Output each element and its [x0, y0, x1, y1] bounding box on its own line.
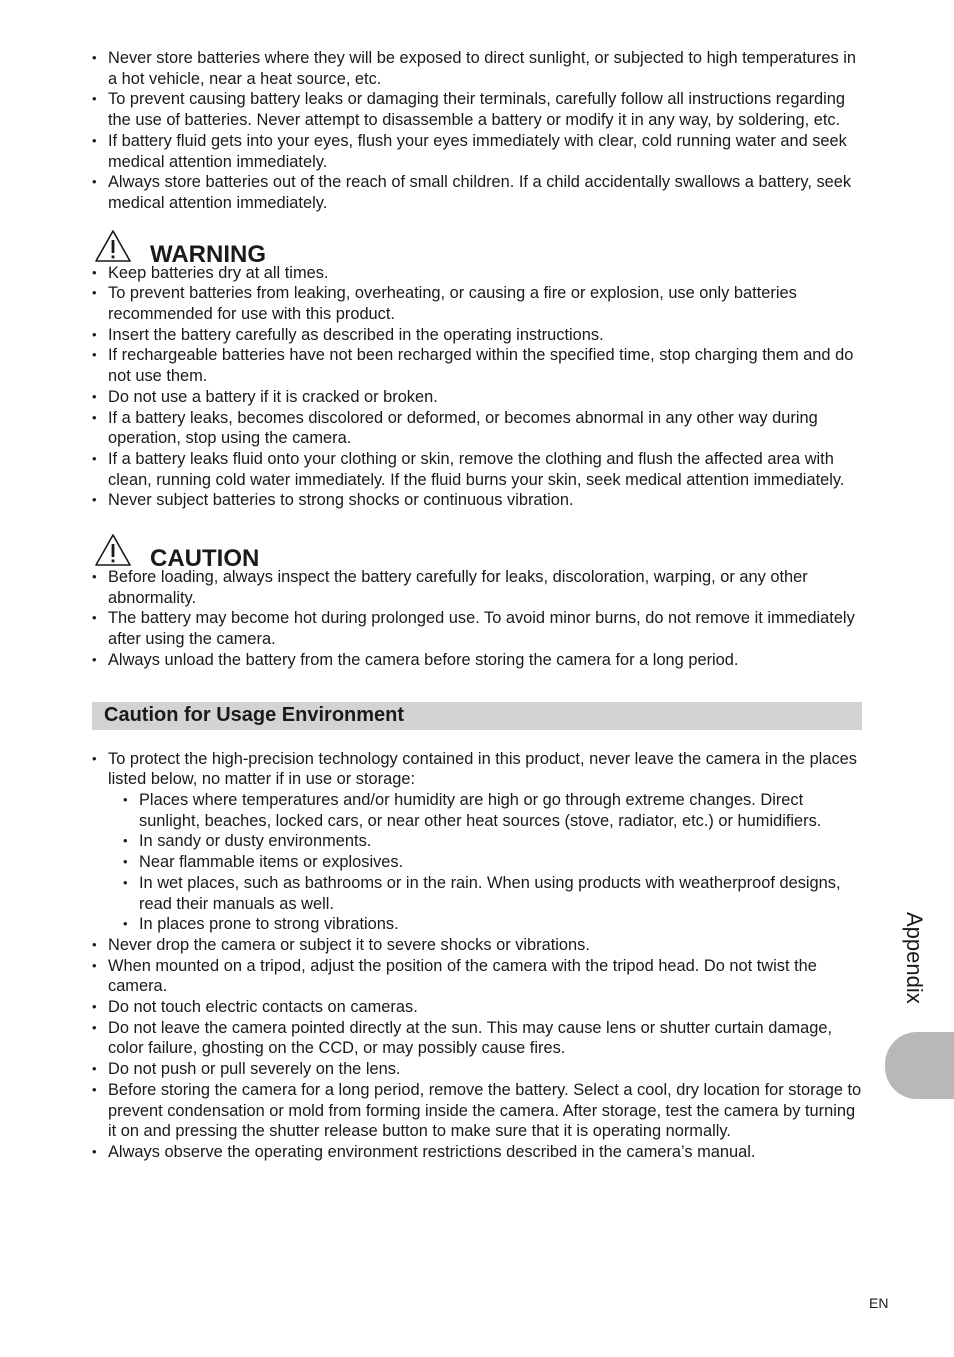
list-item: • Never store batteries where they will be exposed to direct sunlight, or subjected to high temperatures in a hot vehicle, near a heat source, etc. [92, 48, 864, 89]
usage-lead-text: To protect the high-precision technology contained in this product, never leave the camera in the places listed below, no matter if in use or storage: [108, 749, 857, 789]
usage-environment-list [92, 749, 864, 1163]
caution-title: CAUTION [150, 545, 260, 573]
sub-list-item: • In places prone to strong vibrations. [123, 914, 864, 935]
list-item: • Always unload the battery from the camera before storing the camera for a long period. [92, 650, 864, 671]
list-item: • Do not use a battery if it is cracked or broken. [92, 387, 864, 408]
appendix-side-label: Appendix [902, 912, 927, 1004]
list-item: • Before loading, always inspect the battery carefully for leaks, discoloration, warping, or any other abnormality. [92, 567, 864, 608]
caution-list [92, 567, 864, 671]
list-item: • If battery fluid gets into your eyes, flush your eyes immediately with clear, cold running water and seek medical attention immediately. [92, 131, 864, 172]
intro-list [92, 48, 864, 214]
list-item: • To prevent batteries from leaking, overheating, or causing a fire or explosion, use only batteries recommended for use with this product. [92, 283, 864, 324]
list-item: • Never subject batteries to strong shocks or continuous vibration. [92, 490, 864, 511]
list-item: • Do not leave the camera pointed directly at the sun. This may cause lens or shutter curtain damage, color failure, ghosting on the CCD, or may possibly cause fires. [92, 1018, 864, 1059]
page-language-code: EN [869, 1295, 889, 1311]
list-item: • Before storing the camera for a long period, remove the battery. Select a cool, dry location for storage to prevent condensation or mold from forming inside the camera. After storage, test the camera by turning it on and pressing the shutter release button to make sure that it is operating normally. [92, 1080, 864, 1142]
warning-heading [92, 219, 864, 268]
list-item: • If a battery leaks, becomes discolored or deformed, or becomes abnormal in any other way during operation, stop using the camera. [92, 408, 864, 449]
sub-list-item: • Near flammable items or explosives. [123, 852, 864, 873]
list-item: • Do not push or pull severely on the lens. [92, 1059, 864, 1080]
list-item: • Keep batteries dry at all times. [92, 263, 864, 284]
list-item: • Always observe the operating environment restrictions described in the camera’s manual. [92, 1142, 864, 1163]
list-item: • When mounted on a tripod, adjust the position of the camera with the tripod head. Do not twist the camera. [92, 956, 864, 997]
sub-list-item: • In sandy or dusty environments. [123, 831, 864, 852]
list-item: • Do not touch electric contacts on cameras. [92, 997, 864, 1018]
list-item: • If a battery leaks fluid onto your clothing or skin, remove the clothing and flush the affected area with clean, running cold water immediately. If the fluid burns your skin, seek medical attention immediately. [92, 449, 864, 490]
warning-triangle-icon [94, 229, 132, 263]
list-item [92, 749, 864, 935]
warning-triangle-icon [94, 533, 132, 567]
section-header-bar [92, 702, 862, 730]
warning-title: WARNING [150, 240, 266, 268]
sub-list-item: • In wet places, such as bathrooms or in the rain. When using products with weatherproof designs, read their manuals as well. [123, 873, 864, 914]
list-item: • If rechargeable batteries have not been recharged within the specified time, stop charging them and do not use them. [92, 345, 864, 386]
list-item: • Insert the battery carefully as described in the operating instructions. [92, 325, 864, 346]
caution-heading [92, 523, 864, 573]
list-item: • To prevent causing battery leaks or damaging their terminals, carefully follow all instructions regarding the use of batteries. Never attempt to disassemble a battery or modify it in any way, by soldering, etc. [92, 89, 864, 130]
places-sublist [123, 790, 864, 935]
list-item: • Never drop the camera or subject it to severe shocks or vibrations. [92, 935, 864, 956]
page-content [92, 48, 864, 1163]
warning-list [92, 263, 864, 511]
list-item: • Always store batteries out of the reach of small children. If a child accidentally swallows a battery, seek medical attention immediately. [92, 172, 864, 213]
sub-list-item: • Places where temperatures and/or humidity are high or go through extreme changes. Direct sunlight, beaches, locked cars, or near other heat sources (stove, radiator, etc.) or humidifiers. [123, 790, 864, 831]
list-item: • The battery may become hot during prolonged use. To avoid minor burns, do not remove it immediately after using the camera. [92, 608, 864, 649]
appendix-tab[interactable] [885, 1032, 954, 1099]
section-title: Caution for Usage Environment [104, 704, 405, 727]
